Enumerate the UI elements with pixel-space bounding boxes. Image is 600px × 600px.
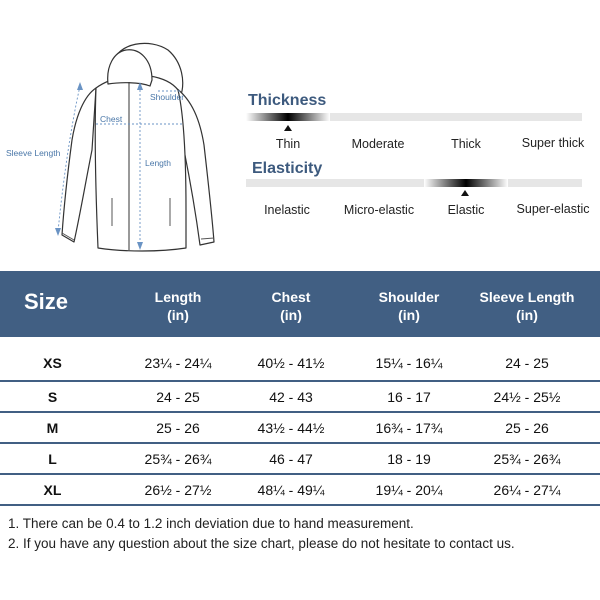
sleeve-length-column-header bbox=[467, 288, 587, 324]
row-divider bbox=[0, 380, 600, 382]
size-table-header bbox=[0, 271, 600, 337]
table-row-l bbox=[0, 446, 600, 473]
size-cell: M bbox=[46, 420, 59, 436]
elasticity-level-micro-elastic: Micro-elastic bbox=[343, 203, 415, 217]
chest-column-header bbox=[231, 288, 351, 324]
length-column-name: Length bbox=[154, 289, 202, 305]
sleeve-length-cell: 24½ - 25½ bbox=[493, 389, 561, 405]
thickness-level-thin: Thin bbox=[275, 137, 301, 151]
sleeve-length-column-unit: (in) bbox=[516, 307, 538, 323]
shoulder-cell: 16¾ - 17¾ bbox=[375, 420, 443, 436]
size-cell: S bbox=[47, 389, 58, 405]
sleeve-length-dimension-label: Sleeve Length bbox=[6, 148, 61, 158]
chest-cell: 40½ - 41½ bbox=[257, 355, 325, 371]
thickness-level-moderate: Moderate bbox=[351, 137, 405, 151]
chest-column-unit: (in) bbox=[280, 307, 302, 323]
note-contact-us: 2. If you have any question about the size chart, please do not hesitate to contact us. bbox=[8, 536, 515, 551]
elasticity-level-elastic: Elastic bbox=[447, 203, 485, 217]
shoulder-cell: 19¼ - 20¼ bbox=[375, 482, 443, 498]
table-row-s bbox=[0, 384, 600, 411]
size-cell: XS bbox=[43, 355, 62, 371]
sleeve-length-cell: 25 - 26 bbox=[505, 420, 549, 436]
sleeve-length-cell: 25¾ - 26¾ bbox=[493, 451, 561, 467]
shoulder-cell: 16 - 17 bbox=[387, 389, 431, 405]
thickness-selected-arrow-icon bbox=[284, 125, 292, 131]
row-divider bbox=[0, 442, 600, 444]
sleeve-length-column-name: Sleeve Length bbox=[479, 289, 575, 305]
chest-column-name: Chest bbox=[271, 289, 311, 305]
elasticity-level-super-elastic: Super-elastic bbox=[516, 202, 590, 216]
shoulder-cell: 18 - 19 bbox=[387, 451, 431, 467]
length-cell: 25 - 26 bbox=[156, 420, 200, 436]
sleeve-length-cell: 24 - 25 bbox=[505, 355, 549, 371]
chest-cell: 46 - 47 bbox=[269, 451, 313, 467]
length-dimension-label: Length bbox=[145, 158, 171, 168]
length-cell: 26½ - 27½ bbox=[144, 482, 212, 498]
thickness-level-super-thick: Super thick bbox=[521, 136, 585, 150]
shoulder-dimension-label: Shoulder bbox=[150, 92, 185, 102]
elasticity-level-inelastic: Inelastic bbox=[264, 203, 310, 217]
jacket-size-diagram bbox=[0, 20, 240, 265]
shoulder-column-name: Shoulder bbox=[378, 289, 440, 305]
thickness-scale-marker bbox=[246, 113, 330, 121]
table-row-xl bbox=[0, 477, 600, 504]
elasticity-title: Elasticity bbox=[252, 160, 323, 177]
thickness-level-thick: Thick bbox=[451, 137, 481, 151]
length-column-unit: (in) bbox=[167, 307, 189, 323]
size-cell: XL bbox=[43, 482, 62, 498]
shoulder-column-unit: (in) bbox=[398, 307, 420, 323]
row-divider bbox=[0, 411, 600, 413]
row-divider bbox=[0, 504, 600, 506]
elasticity-scale-marker bbox=[424, 179, 508, 187]
chest-cell: 48¼ - 49¼ bbox=[257, 482, 325, 498]
length-cell: 24 - 25 bbox=[156, 389, 200, 405]
thickness-title: Thickness bbox=[248, 92, 327, 109]
sleeve-length-cell: 26¼ - 27¼ bbox=[493, 482, 561, 498]
row-divider bbox=[0, 473, 600, 475]
chest-dimension-label: Chest bbox=[100, 114, 123, 124]
shoulder-cell: 15¼ - 16¼ bbox=[375, 355, 443, 371]
note-measurement-deviation: 1. There can be 0.4 to 1.2 inch deviation due to hand measurement. bbox=[8, 516, 414, 531]
size-cell: L bbox=[48, 451, 57, 467]
chest-cell: 42 - 43 bbox=[269, 389, 313, 405]
length-cell: 23¼ - 24¼ bbox=[144, 355, 212, 371]
chest-cell: 43½ - 44½ bbox=[257, 420, 325, 436]
table-row-m bbox=[0, 415, 600, 442]
size-column-header: Size bbox=[24, 289, 69, 314]
length-column-header bbox=[118, 288, 238, 324]
elasticity-selected-arrow-icon bbox=[461, 190, 469, 196]
shoulder-column-header bbox=[349, 288, 469, 324]
elasticity-scale-bar bbox=[246, 179, 582, 187]
length-cell: 25¾ - 26¾ bbox=[144, 451, 212, 467]
table-row-xs bbox=[0, 350, 600, 377]
